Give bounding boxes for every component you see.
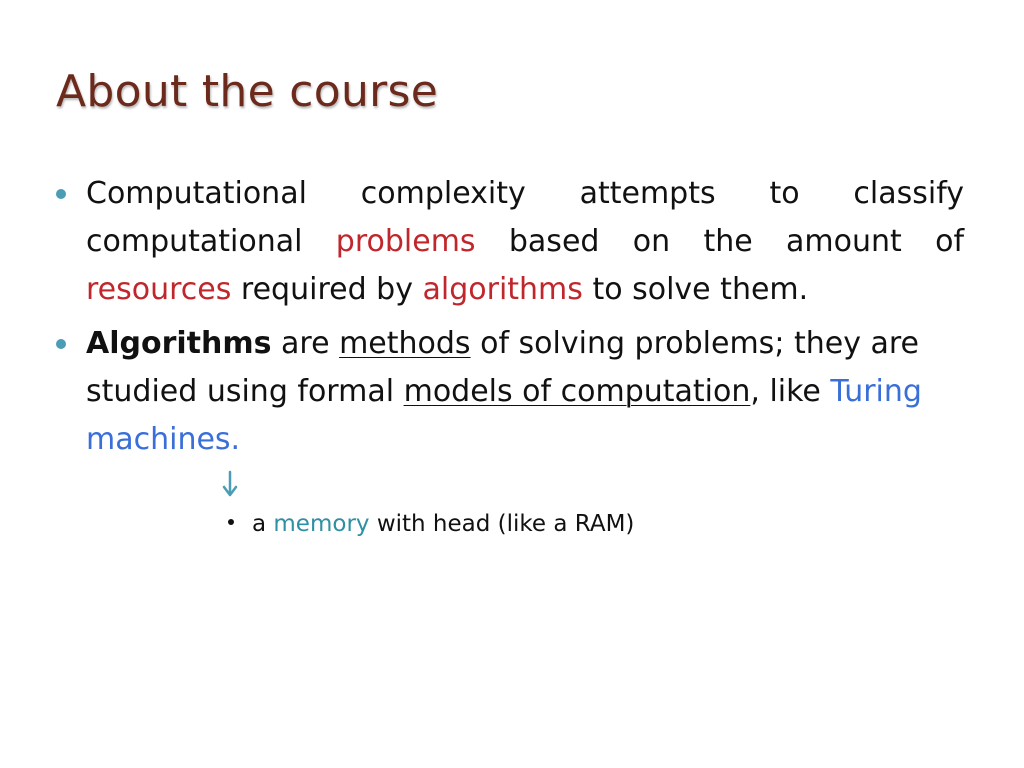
bullet-dot-icon bbox=[56, 339, 66, 349]
sub-bullet-text: a bbox=[252, 511, 274, 537]
slide-title: About the course bbox=[56, 66, 439, 117]
term-turing-machines: Turing machines. bbox=[86, 374, 922, 457]
bullet-text: are bbox=[271, 326, 340, 361]
term-resources: resources bbox=[86, 272, 232, 307]
bullet-text: required by bbox=[231, 272, 423, 307]
bullet-text: to solve them. bbox=[582, 272, 809, 307]
sub-bullet-dot-icon bbox=[228, 519, 234, 525]
sub-bullet-memory bbox=[228, 506, 634, 542]
bullet-text: of solving problems; they are studied using formal bbox=[86, 326, 919, 409]
bullet-item-complexity bbox=[86, 170, 964, 314]
term-memory: memory bbox=[273, 511, 370, 537]
term-algorithms-bold: Algorithms bbox=[86, 326, 272, 361]
sub-bullet-text: with head (like a RAM) bbox=[369, 511, 635, 537]
term-algorithms: algorithms bbox=[422, 272, 583, 307]
bullet-item-algorithms bbox=[86, 320, 964, 464]
bullet-dot-icon bbox=[56, 189, 66, 199]
bullet-text: , like bbox=[750, 374, 831, 409]
term-methods: methods bbox=[339, 326, 471, 361]
bullet-text: Computational complexity attempts to classify computational bbox=[86, 176, 964, 259]
down-arrow-icon bbox=[221, 470, 239, 498]
bullet-list bbox=[0, 170, 1024, 464]
term-problems: problems bbox=[335, 224, 476, 259]
bullet-text: based on the amount of bbox=[475, 224, 965, 259]
term-models-of-computation: models of computation bbox=[403, 374, 751, 409]
